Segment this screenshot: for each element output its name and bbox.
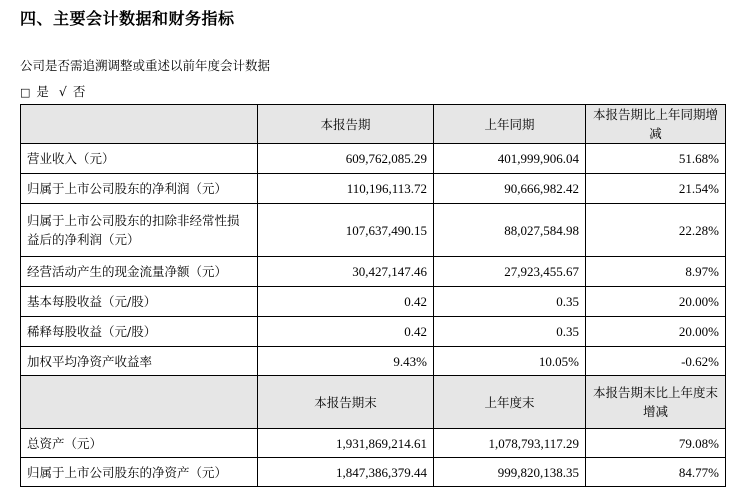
section-title: 四、主要会计数据和财务指标 [20,9,235,28]
restatement-question: 公司是否需追溯调整或重述以前年度会计数据 [20,58,271,73]
row-label: 总资产（元） [21,429,258,458]
table-row [21,144,726,174]
header-change: 本报告期比上年同期增减 [586,105,726,144]
header-change: 本报告期末比上年度末增减 [586,376,726,429]
cell-current: 9.43% [258,347,434,376]
table-row [21,347,726,376]
table-row [21,317,726,347]
cell-prior: 10.05% [434,347,586,376]
cell-change: 79.08% [586,429,726,458]
cell-change: 20.00% [586,317,726,347]
table-row [21,287,726,317]
row-label: 归属于上市公司股东的扣除非经常性损益后的净利润（元） [21,204,258,257]
table-header-row [21,376,726,429]
row-label: 加权平均净资产收益率 [21,347,258,376]
table-row [21,204,726,257]
cell-change: 22.28% [586,204,726,257]
cell-change: -0.62% [586,347,726,376]
cell-current: 0.42 [258,317,434,347]
header-period-end: 本报告期末 [258,376,434,429]
financial-indicators-table [20,104,726,487]
row-label: 经营活动产生的现金流量净额（元） [21,257,258,287]
header-prior-period: 上年同期 [434,105,586,144]
cell-current: 107,637,490.15 [258,204,434,257]
cell-change: 84.77% [586,458,726,487]
cell-prior: 88,027,584.98 [434,204,586,257]
cell-prior: 0.35 [434,317,586,347]
row-label: 基本每股收益（元/股） [21,287,258,317]
cell-current: 0.42 [258,287,434,317]
cell-prior: 1,078,793,117.29 [434,429,586,458]
table-row [21,174,726,204]
table-row [21,458,726,487]
cell-current: 1,931,869,214.61 [258,429,434,458]
cell-change: 21.54% [586,174,726,204]
cell-prior: 0.35 [434,287,586,317]
header-prior-year-end: 上年度末 [434,376,586,429]
cell-prior: 999,820,138.35 [434,458,586,487]
cell-current: 609,762,085.29 [258,144,434,174]
unchecked-box-icon: □ [20,86,31,99]
cell-prior: 90,666,982.42 [434,174,586,204]
row-label: 归属于上市公司股东的净利润（元） [21,174,258,204]
cell-current: 1,847,386,379.44 [258,458,434,487]
cell-prior: 401,999,906.04 [434,144,586,174]
table-row [21,257,726,287]
yes-label: 是 [36,84,49,99]
table-header-row [21,105,726,144]
table-row [21,429,726,458]
restatement-answer [20,82,91,100]
cell-prior: 27,923,455.67 [434,257,586,287]
header-blank-cell [21,376,258,429]
cell-change: 8.97% [586,257,726,287]
check-mark-icon: √ [58,84,67,99]
row-label: 归属于上市公司股东的净资产（元） [21,458,258,487]
row-label: 营业收入（元） [21,144,258,174]
no-label: 否 [72,84,86,99]
header-blank-cell [21,105,258,144]
cell-change: 20.00% [586,287,726,317]
row-label: 稀释每股收益（元/股） [21,317,258,347]
cell-change: 51.68% [586,144,726,174]
cell-current: 110,196,113.72 [258,174,434,204]
header-current-period: 本报告期 [258,105,434,144]
cell-current: 30,427,147.46 [258,257,434,287]
